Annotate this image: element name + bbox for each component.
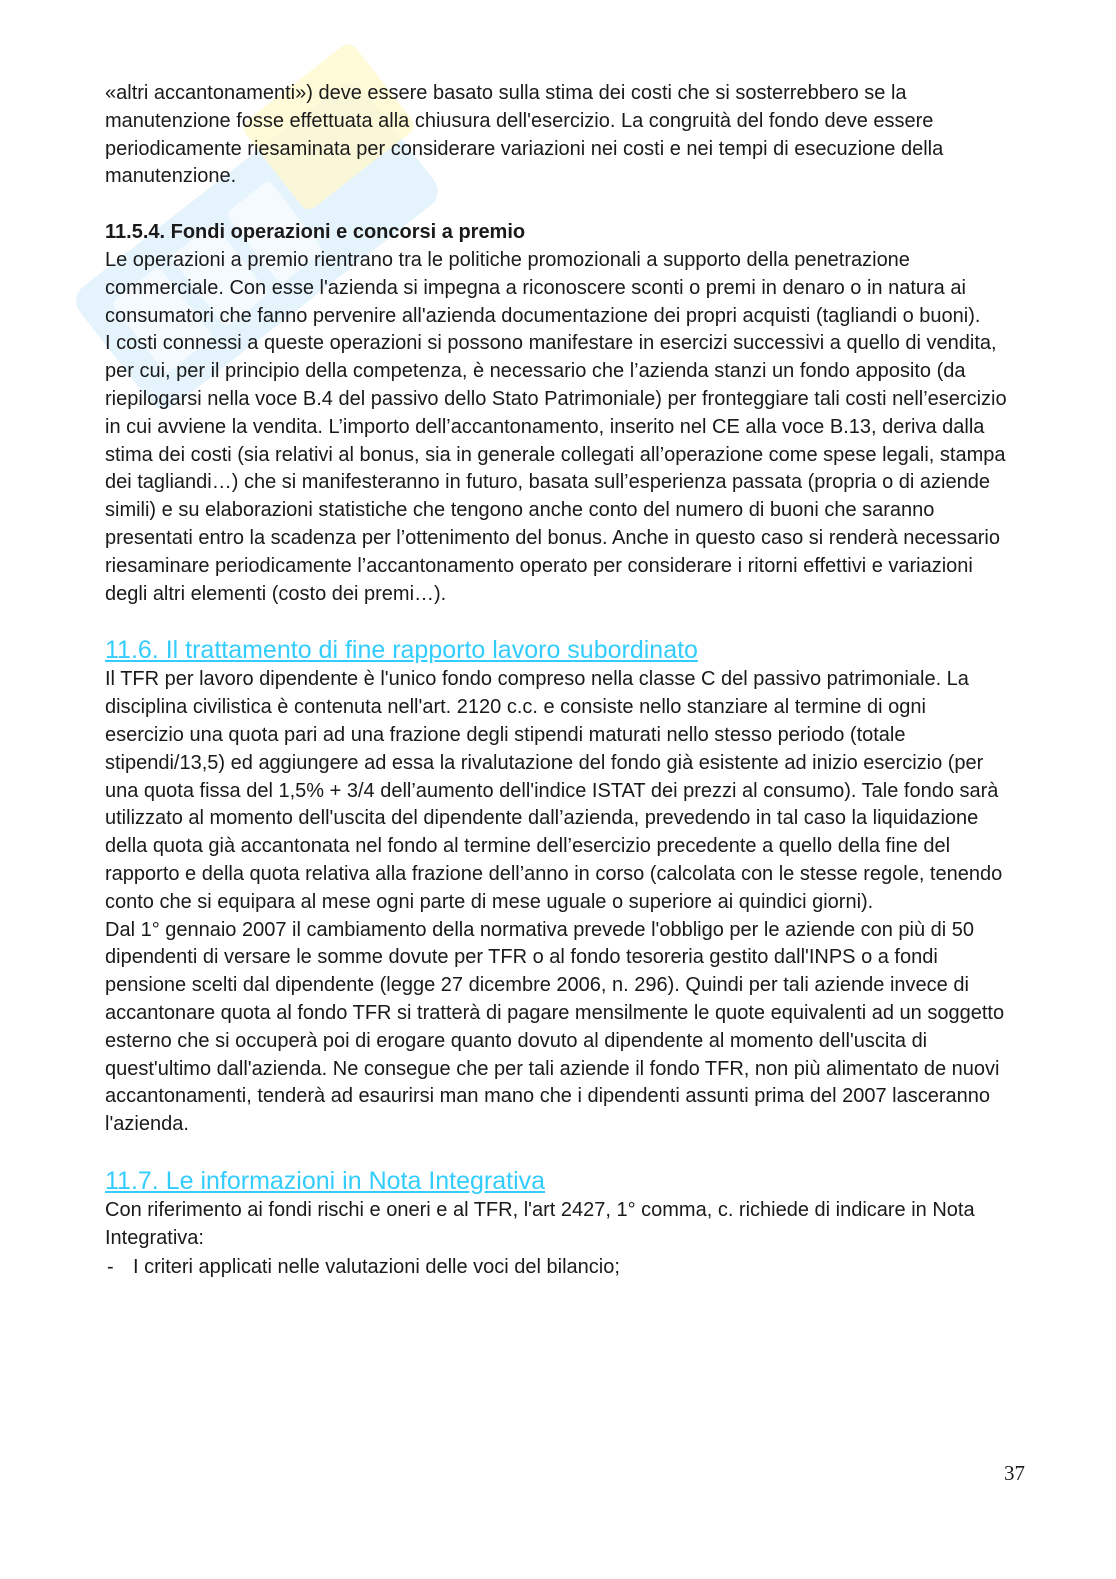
intro-paragraph: «altri accantonamenti») deve essere basato sulla stima dei costi che si sosterrebbero se la manutenzione fosse effettuata alla chiusura dell'esercizio. La congruità del fondo deve essere periodicamente riesaminata per considerare variazioni nei costi e nei tempi di esecuzione della manutenzione. — [105, 82, 944, 188]
page-content — [105, 80, 1010, 1282]
section-heading-11-7-link[interactable]: 11.7. Le informazioni in Nota Integrativa — [105, 1166, 546, 1195]
section-heading-11-5-4: 11.5.4. Fondi operazioni e concorsi a premio — [105, 221, 526, 244]
paragraph: Il TFR per lavoro dipendente è l'unico fondo compreso nella classe C del passivo patrimoniale. La disciplina civilistica è contenuta nell'art. 2120 c.c. e consiste nello stanziare al termine di ogni esercizio una quota pari ad una frazione degli stipendi maturati nello stesso periodo (totale stipendi/13,5) ed aggiungere ad essa la rivalutazione del fondo già esistente ad inizio esercizio (per una quota fissa del 1,5% + 3/4 dell’aumento dell'indice ISTAT dei prezzi al consumo). Tale fondo sarà utilizzato al momento dell'uscita del dipendente dall’azienda, prevedendo in tal caso la liquidazione della quota già accantonata nel fondo al termine dell’esercizio precedente a quello della fine del rapporto e della quota relativa alla frazione dell’anno in corso (calcolata con le stesse regole, tenendo conto che si equipara al mese ogni parte di mese uguale o superiore ai quindici giorni). — [105, 668, 1003, 913]
page-number: 37 — [1004, 1461, 1025, 1485]
section-heading-11-6-link[interactable]: 11.6. Il trattamento di fine rapporto lavoro subordinato — [105, 636, 698, 665]
list-item: - I criteri applicati nelle valutazioni delle voci del bilancio; — [105, 1254, 1010, 1282]
paragraph: Con riferimento ai fondi rischi e oneri e al TFR, l'art 2427, 1° comma, c. richiede di indicare in Nota Integrativa: — [105, 1198, 975, 1249]
paragraph: I costi connessi a queste operazioni si possono manifestare in esercizi successivi a quello di vendita, per cui, per il principio della competenza, è necessario che l’azienda stanzi un fondo apposito (da riepilogarsi nella voce B.4 del passivo dello Stato Patrimoniale) per fronteggiare tali costi nell’esercizio in cui avviene la vendita. L’importo dell’accantonamento, inserito nel CE alla voce B.13, deriva dalla stima dei costi (sia relativi al bonus, sia in generale collegati all’operazione come spese legali, stampa dei tagliandi…) che si manifesteranno in futuro, basata sull’esperienza passata (propria o di aziende simili) e su elaborazioni statistiche che tengono anche conto del numero di buoni che saranno presentati entro la scadenza per l’ottenimento del bonus. Anche in questo caso si renderà necessario riesaminare periodicamente l’accantonamento operato per considerare i ritorni effettivi e variazioni degli altri elementi (costo dei premi…). — [105, 332, 1007, 605]
paragraph: Le operazioni a premio rientrano tra le politiche promozionali a supporto della penetrazione commerciale. Con esse l'azienda si impegna a riconoscere sconti o premi in denaro o in natura ai consumatori che fanno pervenire all'azienda documentazione dei propri acquisti (tagliandi o buoni). — [105, 248, 981, 327]
criteria-list — [105, 1254, 1010, 1282]
paragraph: Dal 1° gennaio 2007 il cambiamento della normativa prevede l'obbligo per le aziende con più di 50 dipendenti di versare le somme dovute per TFR o al fondo tesoreria gestito dall'INPS o a fondi pensione scelti dal dipendente (legge 27 dicembre 2006, n. 296). Quindi per tali aziende invece di accantonare quota al fondo TFR si tratterà di pagare mensilmente le quote equivalenti ad un soggetto esterno che si occuperà poi di erogare quanto dovuto al dipendente al momento dell'uscita di quest'ultimo dall'azienda. Ne consegue che per tali aziende il fondo TFR, non più alimentato de nuovi accantonamenti, tenderà ad esaurirsi man mano che i dipendenti assunti prima del 2007 lasceranno l'azienda. — [105, 918, 1005, 1136]
